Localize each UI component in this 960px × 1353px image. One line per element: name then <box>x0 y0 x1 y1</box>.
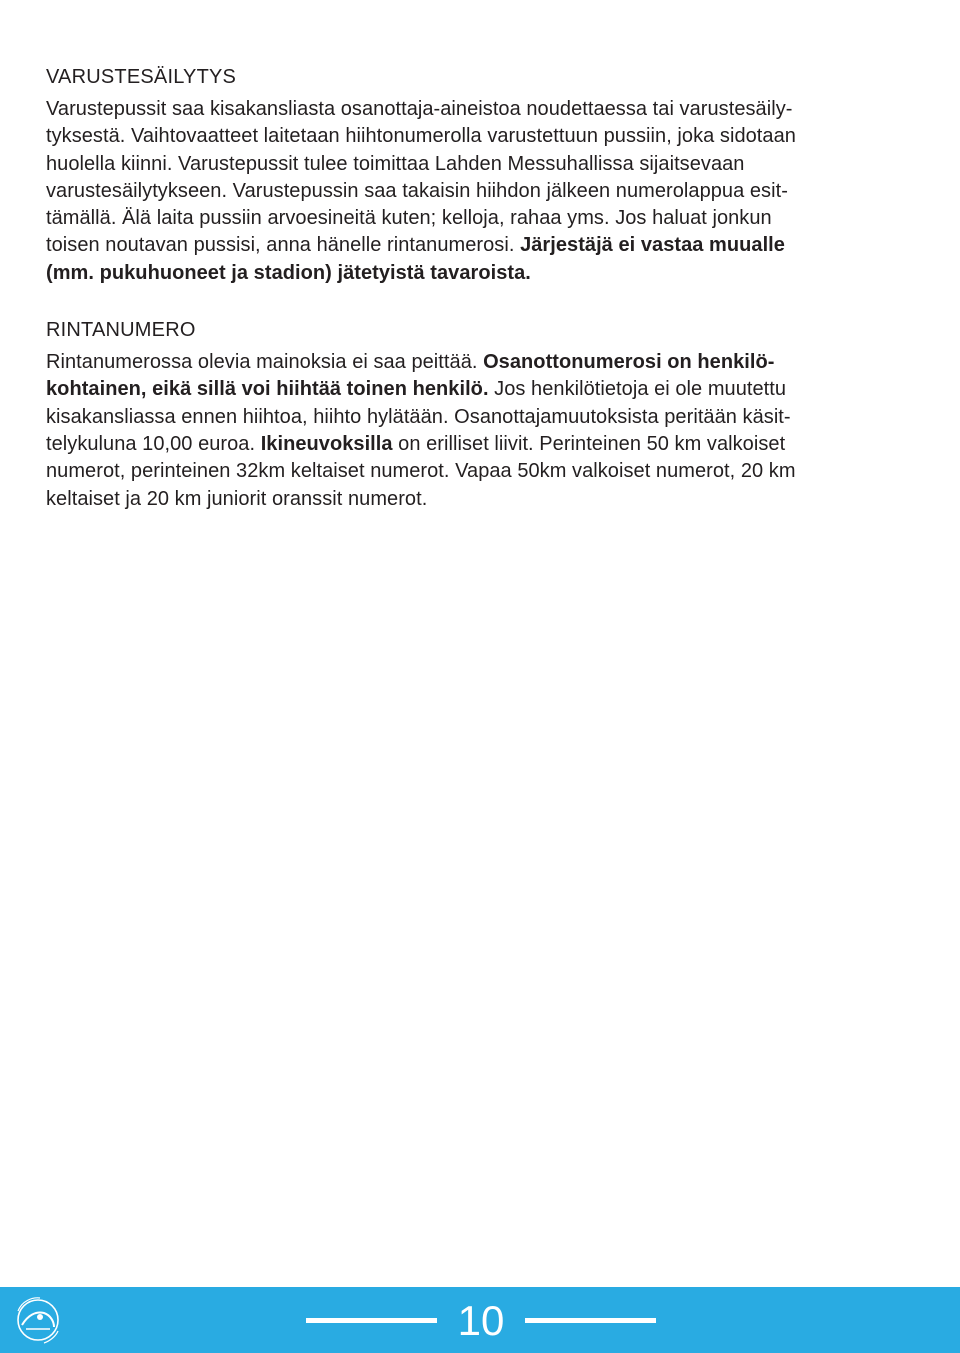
text-line <box>46 404 904 431</box>
text-run: on erilliset liivit. Perinteinen 50 km valkoiset <box>392 432 786 455</box>
text-run: numerot, perinteinen 32km keltaiset numerot. Vapaa 50km valkoiset numerot, 20 km <box>46 460 796 483</box>
text-run: tämällä. Älä laita pussiin arvoesineitä kuten; kelloja, rahaa yms. Jos haluat jonkun <box>46 207 772 230</box>
footer-divider-left <box>306 1318 437 1323</box>
page-footer <box>0 1287 960 1353</box>
page-number: 10 <box>457 1297 505 1344</box>
bold-text-run: Järjestäjä ei vastaa muualle <box>520 234 785 257</box>
text-run: huolella kiinni. Varustepussit tulee toimittaa Lahden Messuhallissa sijaitsevaan <box>46 152 745 175</box>
text-run: telykuluna 10,00 euroa. <box>46 432 261 455</box>
document-body <box>46 64 904 543</box>
text-line <box>46 486 904 513</box>
text-line <box>46 96 904 123</box>
text-run: tyksestä. Vaihtovaatteet laitetaan hiihtonumerolla varustettuun pussiin, joka sidotaan <box>46 125 796 148</box>
bold-text-run: kohtainen, eikä sillä voi hiihtää toinen henkilö. <box>46 378 489 401</box>
text-line <box>46 123 904 150</box>
text-line <box>46 205 904 232</box>
bold-text-run: Ikineuvoksilla <box>260 432 393 455</box>
section-varustesailytys <box>46 64 904 287</box>
bold-text-run: (mm. pukuhuoneet ja stadion) jätetyistä tavaroista. <box>46 261 531 284</box>
text-run: Rintanumerossa olevia mainoksia ei saa peittää. <box>46 351 484 374</box>
text-line <box>46 349 904 376</box>
text-line <box>46 376 904 403</box>
text-line <box>46 178 904 205</box>
event-logo-icon <box>10 1291 66 1349</box>
text-line <box>46 431 904 458</box>
text-line <box>46 232 904 259</box>
section-rintanumero <box>46 317 904 513</box>
text-line <box>46 260 904 287</box>
footer-divider-right <box>525 1318 656 1323</box>
section-paragraph <box>46 96 904 287</box>
text-run: varustesäilytykseen. Varustepussin saa takaisin hiihdon jälkeen numerolappua esit- <box>46 179 788 202</box>
text-run: Jos henkilötietoja ei ole muutettu <box>488 378 787 401</box>
text-run: Varustepussit saa kisakansliasta osanottaja-aineistoa noudettaessa tai varustesäily- <box>46 98 793 120</box>
bold-text-run: Osanottonumerosi on henkilö- <box>483 351 775 374</box>
text-line <box>46 151 904 178</box>
text-line <box>46 458 904 485</box>
text-run: toisen noutavan pussisi, anna hänelle rintanumerosi. <box>46 234 521 257</box>
section-paragraph <box>46 349 904 513</box>
text-run: keltaiset ja 20 km juniorit oranssit numerot. <box>46 487 428 510</box>
section-heading: RINTANUMERO <box>46 319 196 342</box>
section-heading: VARUSTESÄILYTYS <box>46 66 237 88</box>
text-run: kisakansliassa ennen hiihtoa, hiihto hylätään. Osanottajamuutoksista peritään käsit- <box>46 405 791 428</box>
